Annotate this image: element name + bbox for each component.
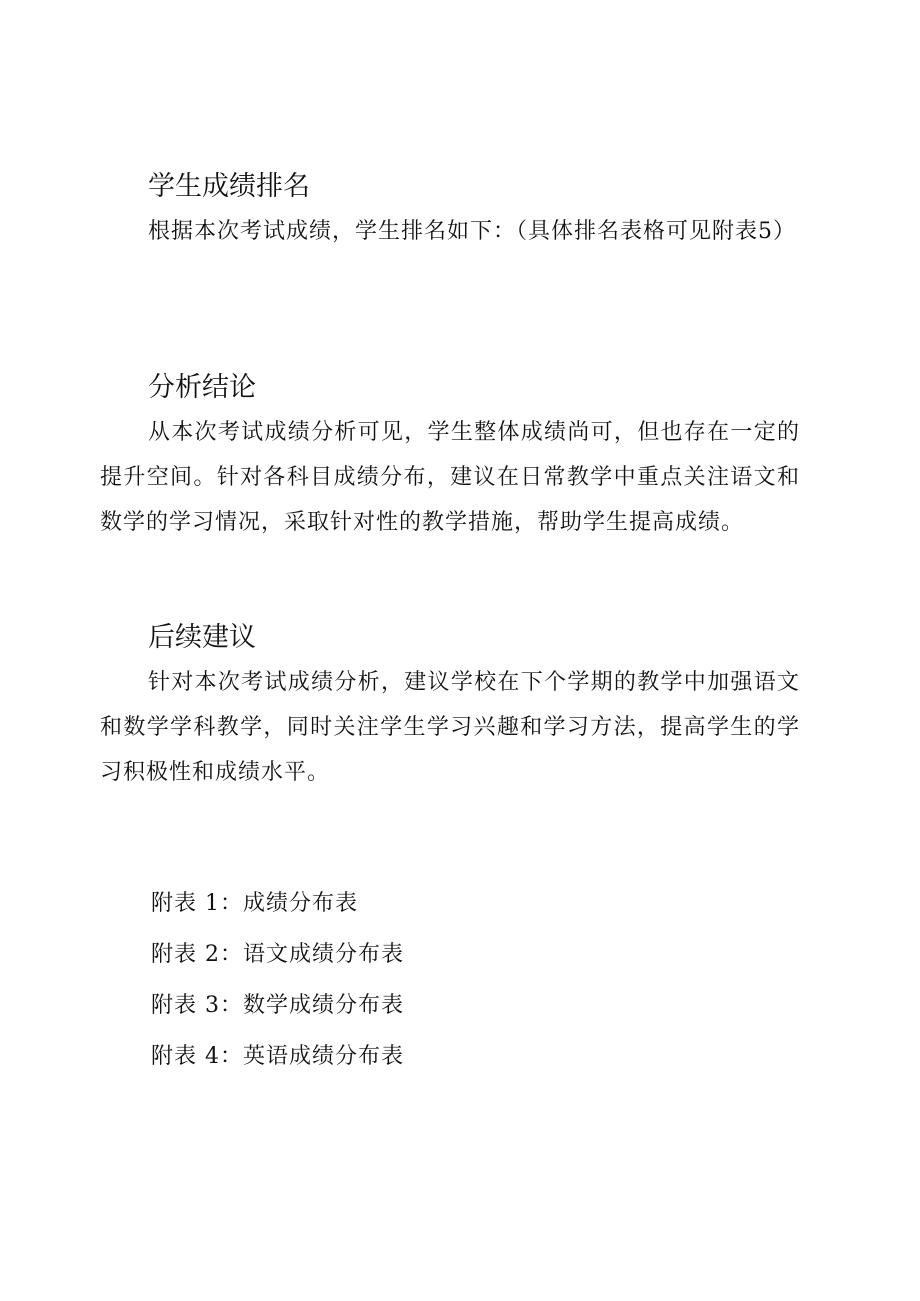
section-student-ranking xyxy=(100,167,800,254)
section-heading: 后续建议 xyxy=(148,622,256,653)
section-heading: 分析结论 xyxy=(148,372,256,403)
appendix-item: 附表 2：语文成绩分布表 xyxy=(151,942,404,967)
section-heading: 学生成绩排名 xyxy=(148,171,310,202)
section-follow-up-suggestions xyxy=(100,618,800,795)
section-paragraph: 针对本次考试成绩分析，建议学校在下个学期的教学中加强语文和数学学科教学，同时关注学生学习兴趣和学习方法，提高学生的学习积极性和成绩水平。 xyxy=(100,670,800,785)
appendix-item: 附表 4：英语成绩分布表 xyxy=(151,1044,404,1069)
appendix-item: 附表 1：成绩分布表 xyxy=(151,891,358,916)
section-analysis-conclusion xyxy=(100,368,800,545)
section-paragraph: 从本次考试成绩分析可见，学生整体成绩尚可，但也存在一定的提升空间。针对各科目成绩分布，建议在日常教学中重点关注语文和数学的学习情况，采取针对性的教学措施，帮助学生提高成绩。 xyxy=(100,420,800,535)
appendix-item: 附表 3：数学成绩分布表 xyxy=(151,993,404,1018)
appendix-list xyxy=(151,878,404,1082)
section-paragraph: 根据本次考试成绩，学生排名如下：（具体排名表格可见附表5） xyxy=(148,219,796,244)
